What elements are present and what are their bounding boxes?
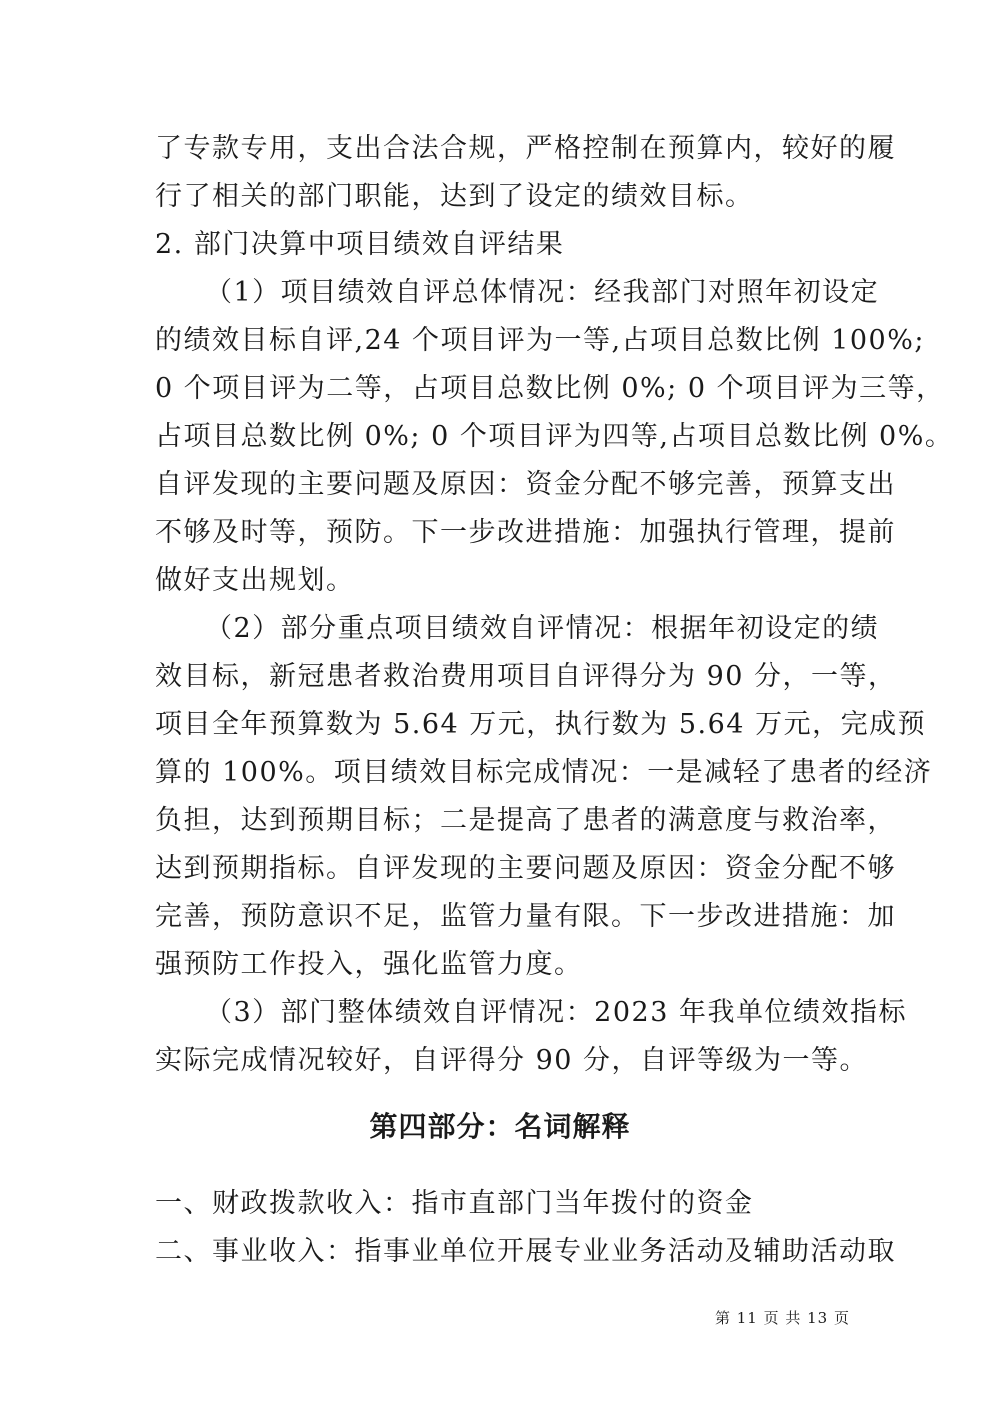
- body-text-line: 行了相关的部门职能，达到了设定的绩效目标。: [155, 181, 754, 212]
- page-number-footer: 第 11 页 共 13 页: [714, 1309, 850, 1327]
- body-text-line: 的绩效目标自评,24 个项目评为一等,占项目总数比例 100%;: [155, 325, 925, 356]
- body-text-line: 强预防工作投入，强化监管力度。: [155, 949, 583, 980]
- definition-item: 一、财政拨款收入：指市直部门当年拨付的资金: [155, 1188, 754, 1219]
- section-heading: 第四部分：名词解释: [369, 1110, 631, 1143]
- body-text-line: 实际完成情况较好，自评得分 90 分，自评等级为一等。: [155, 1045, 869, 1076]
- body-text-line: 负担，达到预期目标；二是提高了患者的满意度与救治率，: [155, 805, 896, 836]
- paragraph-3-first-line: （3）部门整体绩效自评情况：2023 年我单位绩效指标: [205, 997, 907, 1028]
- body-text-line: 项目全年预算数为 5.64 万元，执行数为 5.64 万元，完成预: [155, 709, 927, 740]
- body-text-line: 不够及时等，预防。下一步改进措施：加强执行管理，提前: [155, 517, 896, 548]
- definition-item: 二、事业收入：指事业单位开展专业业务活动及辅助活动取: [155, 1236, 896, 1267]
- body-text-line: 自评发现的主要问题及原因：资金分配不够完善，预算支出: [155, 469, 896, 500]
- body-text-line: 占项目总数比例 0%; 0 个项目评为四等,占项目总数比例 0%。: [155, 421, 954, 452]
- subsection-heading: 2. 部门决算中项目绩效自评结果: [155, 229, 565, 260]
- body-text-line: 0 个项目评为二等，占项目总数比例 0%; 0 个项目评为三等，: [155, 373, 945, 404]
- body-text-line: 算的 100%。项目绩效目标完成情况：一是减轻了患者的经济: [155, 757, 933, 788]
- body-text-line: 达到预期指标。自评发现的主要问题及原因：资金分配不够: [155, 853, 896, 884]
- body-text-line: 完善，预防意识不足，监管力量有限。下一步改进措施：加: [155, 901, 896, 932]
- body-text-line: 效目标，新冠患者救治费用项目自评得分为 90 分，一等，: [155, 661, 897, 692]
- paragraph-1-first-line: （1）项目绩效自评总体情况：经我部门对照年初设定: [205, 277, 880, 308]
- body-text-line: 做好支出规划。: [155, 565, 355, 596]
- paragraph-2-first-line: （2）部分重点项目绩效自评情况：根据年初设定的绩: [205, 613, 880, 644]
- body-text-line: 了专款专用，支出合法合规，严格控制在预算内，较好的履: [155, 133, 896, 164]
